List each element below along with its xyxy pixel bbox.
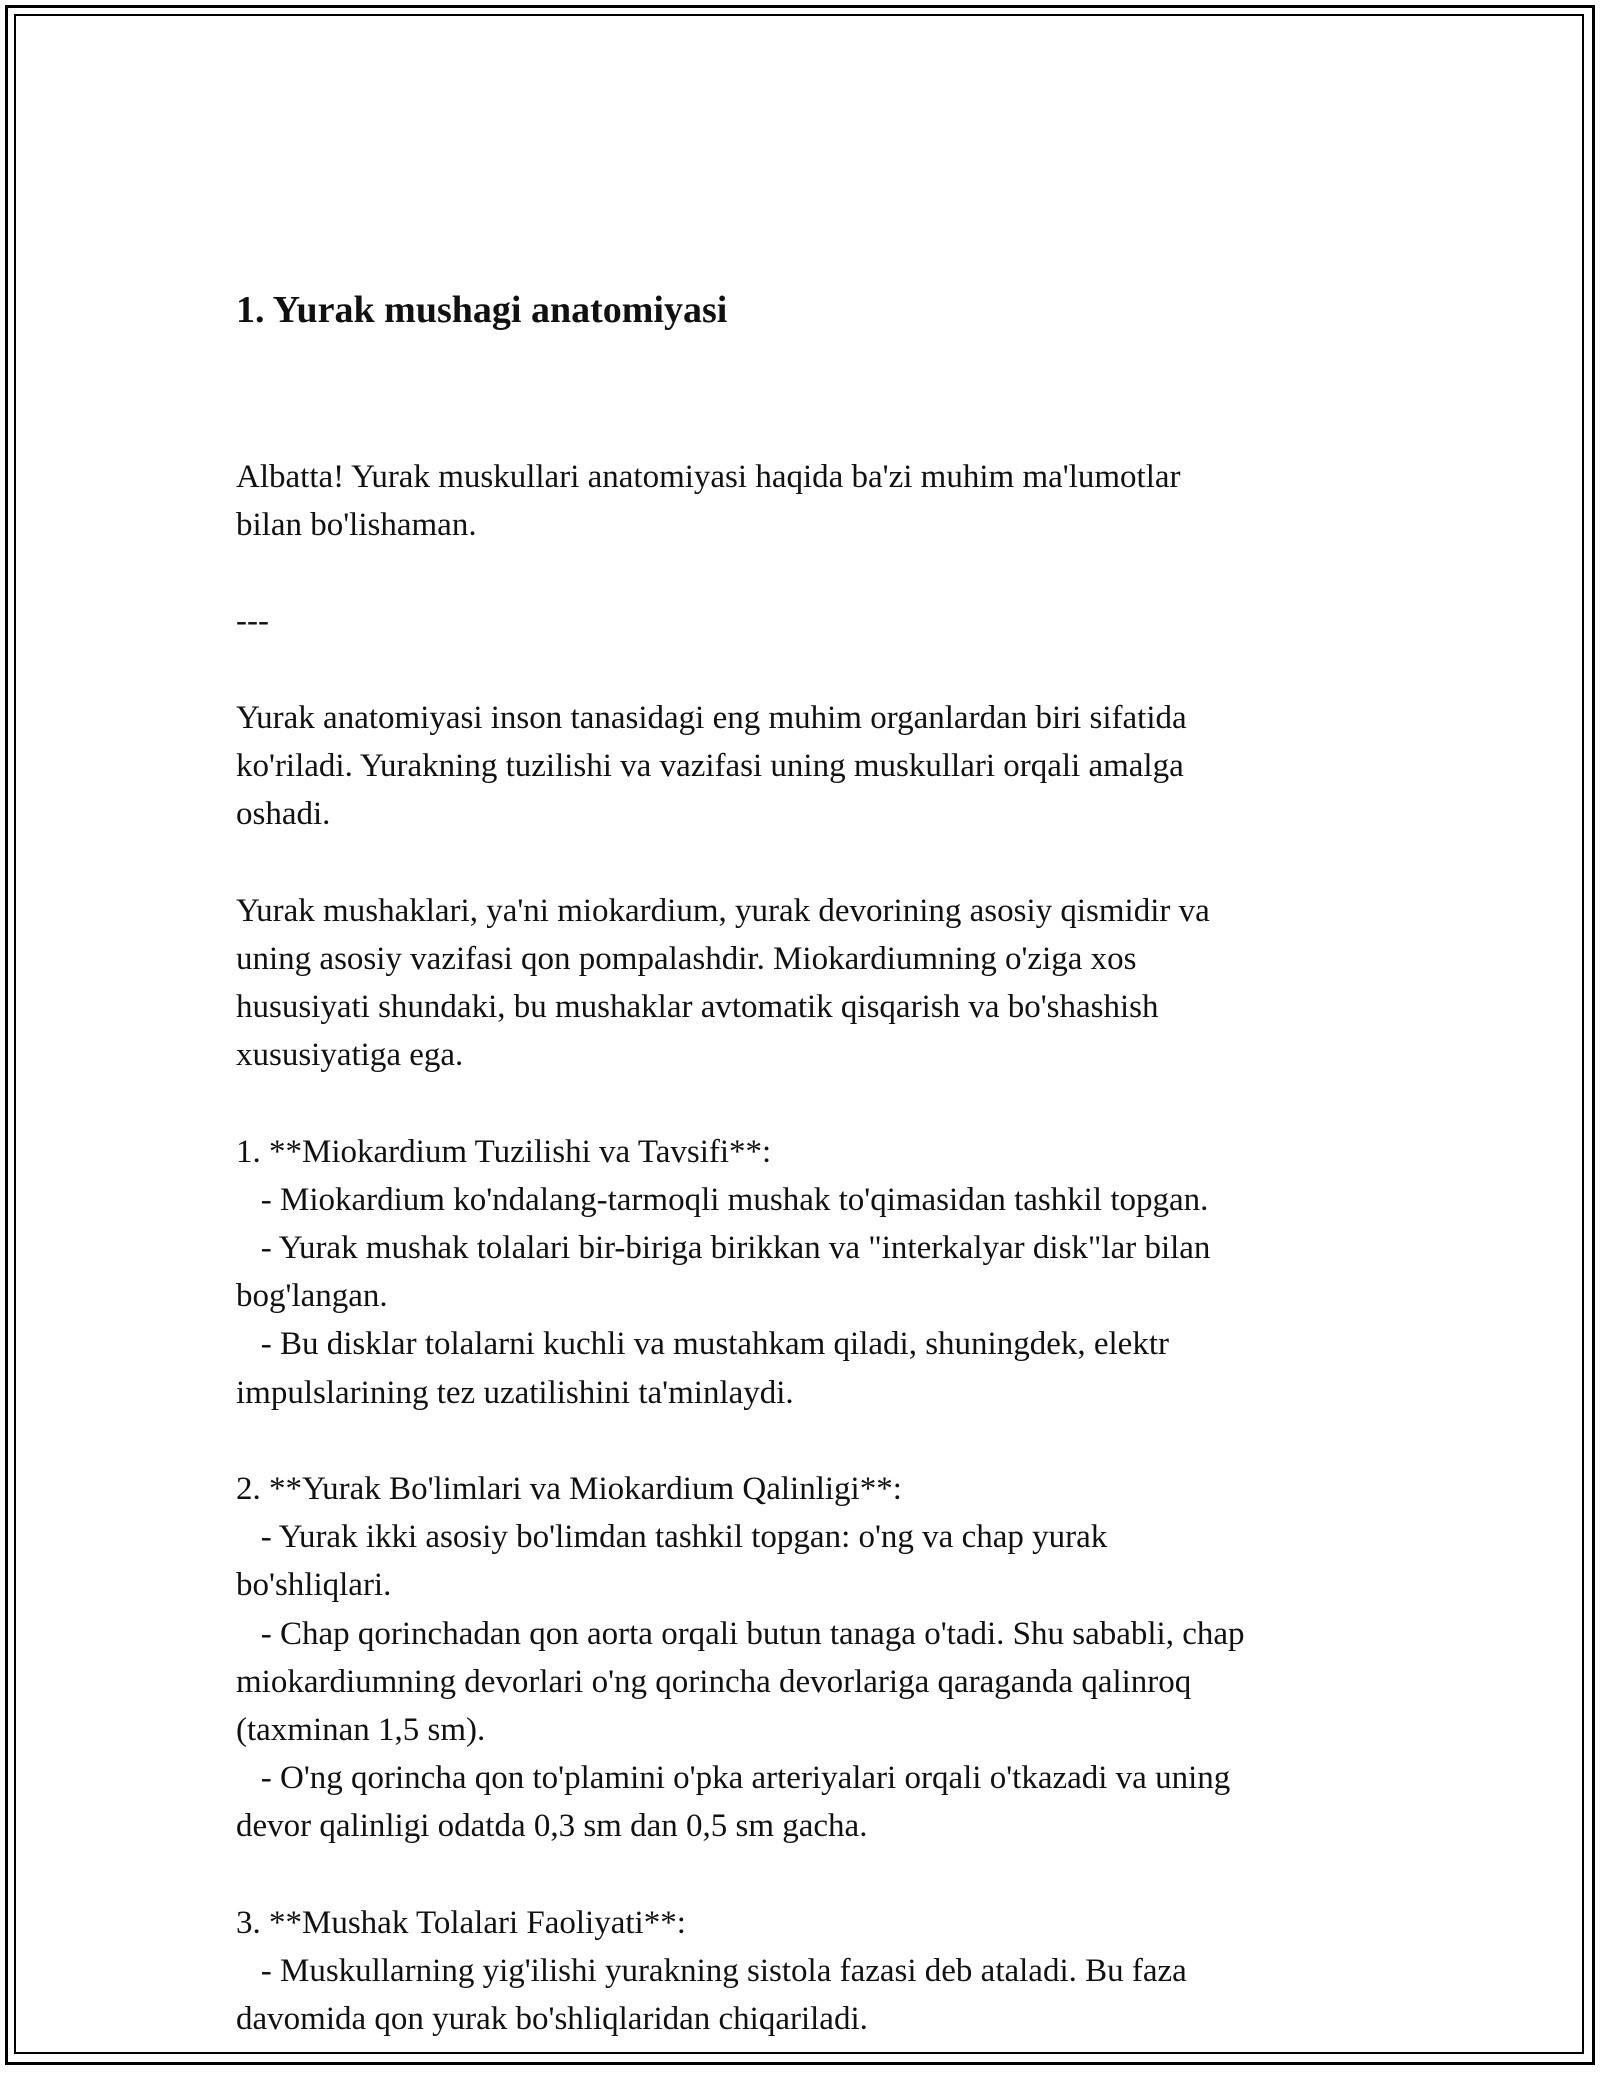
text-line: davomida qon yurak bo'shliqlaridan chiqariladi.	[236, 2001, 868, 2038]
blank-line	[236, 1417, 1386, 1465]
text-line: xususiyatiga ega.	[236, 1037, 464, 1074]
blank-line	[236, 838, 1386, 886]
text-line: (taxminan 1,5 sm).	[236, 1712, 486, 1749]
text-line: - Bu disklar tolalarni kuchli va mustahkam qiladi, shuningdek, elektr	[236, 1326, 1169, 1363]
text-line: - O'ng qorincha qon to'plamini o'pka arteriyalari orqali o'tkazadi va uning	[236, 1760, 1231, 1797]
blank-line	[236, 1079, 1386, 1127]
text-line: oshadi.	[236, 796, 331, 833]
blank-line	[236, 1851, 1386, 1899]
text-line: - Miokardium ko'ndalang-tarmoqli mushak to'qimasidan tashkil topgan.	[236, 1181, 1209, 1218]
blank-line	[236, 549, 1386, 597]
text-line: - Yurak ikki asosiy bo'limdan tashkil topgan: o'ng va chap yurak	[236, 1519, 1108, 1556]
text-line: ---	[236, 603, 269, 640]
text-line: uning asosiy vazifasi qon pompalashdir. Miokardiumning o'ziga xos	[236, 940, 1137, 977]
text-line: bilan bo'lishaman.	[236, 507, 477, 544]
text-line: bog'langan.	[236, 1278, 388, 1315]
text-line: - Muskullarning yig'ilishi yurakning sistola fazasi deb ataladi. Bu faza	[236, 1953, 1187, 1990]
text-line: Yurak mushaklari, ya'ni miokardium, yurak devorining asosiy qismidir va	[236, 892, 1210, 929]
text-line: devor qalinligi odatda 0,3 sm dan 0,5 sm gacha.	[236, 1808, 868, 1845]
blank-line	[236, 646, 1386, 694]
text-line: - Yurak mushak tolalari bir-biriga birikkan va "interkalyar disk"lar bilan	[236, 1230, 1211, 1266]
text-line: 2. **Yurak Bo'limlari va Miokardium Qalinligi**:	[236, 1471, 902, 1507]
text-line: miokardiumning devorlari o'ng qorincha devorlariga qaraganda qalinroq	[236, 1663, 1192, 1700]
text-line: ko'riladi. Yurakning tuzilishi va vazifasi uning muskullari orqali amalga	[236, 748, 1184, 784]
text-line: 1. **Miokardium Tuzilishi va Tavsifi**:	[236, 1133, 772, 1170]
text-line: Yurak anatomiyasi inson tanasidagi eng muhim organlardan biri sifatida	[236, 699, 1187, 736]
page-title: 1. Yurak mushagi anatomiyasi	[236, 289, 728, 332]
text-line: Albatta! Yurak muskullari anatomiyasi haqida ba'zi muhim ma'lumotlar	[236, 458, 1181, 495]
document-body	[236, 180, 1386, 2092]
document-lines	[236, 453, 1386, 2044]
text-line: hususiyati shundaki, bu mushaklar avtomatik qisqarish va bo'shashish	[236, 989, 1159, 1025]
text-line: - Chap qorinchadan qon aorta orqali butun tanaga o'tadi. Shu sababli, chap	[236, 1615, 1245, 1652]
text-line: bo'shliqlari.	[236, 1567, 392, 1604]
text-line: 3. **Mushak Tolalari Faoliyati**:	[236, 1904, 686, 1941]
text-line: impulslarining tez uzatilishini ta'minlaydi.	[236, 1374, 794, 1411]
